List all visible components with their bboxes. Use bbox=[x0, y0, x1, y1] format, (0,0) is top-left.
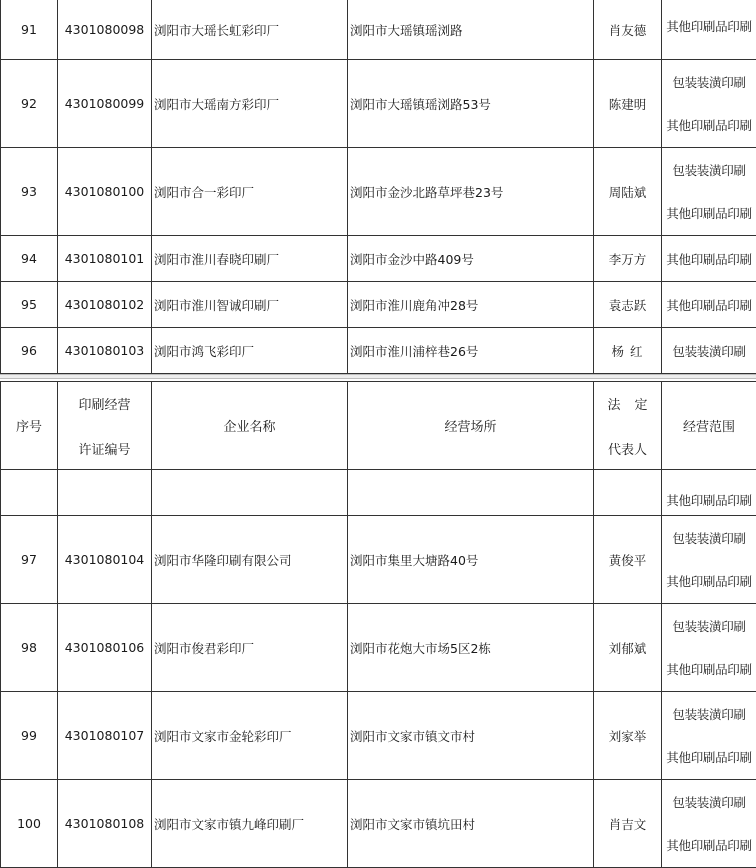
scope-line: 其他印刷品印刷 bbox=[666, 572, 751, 590]
row-number: 96 bbox=[1, 328, 58, 374]
legal-representative: 刘郁斌 bbox=[594, 604, 662, 692]
scope-line: 包装装潢印刷 bbox=[672, 161, 745, 179]
scope-line: 其他印刷品印刷 bbox=[666, 836, 751, 854]
company-name: 浏阳市大瑶长虹彩印厂 bbox=[152, 0, 348, 60]
company-name: 浏阳市大瑶南方彩印厂 bbox=[152, 60, 348, 148]
business-address: 浏阳市文家市镇文市村 bbox=[348, 692, 594, 780]
scope-line: 其他印刷品印刷 bbox=[666, 116, 751, 134]
license-number: 4301080102 bbox=[58, 282, 152, 328]
legal-representative: 刘家举 bbox=[594, 692, 662, 780]
scope-line: 其他印刷品印刷 bbox=[666, 17, 751, 35]
business-scope bbox=[662, 470, 756, 516]
business-scope bbox=[662, 604, 756, 692]
license-number: 4301080108 bbox=[58, 780, 152, 868]
company-name: 浏阳市文家市镇九峰印刷厂 bbox=[152, 780, 348, 868]
header-no: 序号 bbox=[1, 382, 58, 470]
business-scope bbox=[662, 0, 756, 60]
license-number: 4301080103 bbox=[58, 328, 152, 374]
legal-representative: 黄俊平 bbox=[594, 516, 662, 604]
license-number: 4301080100 bbox=[58, 148, 152, 236]
row-number: 92 bbox=[1, 60, 58, 148]
legal-representative: 肖吉文 bbox=[594, 780, 662, 868]
company-name: 浏阳市淮川春晓印刷厂 bbox=[152, 236, 348, 282]
row-number: 99 bbox=[1, 692, 58, 780]
business-scope bbox=[662, 692, 756, 780]
empty-cell bbox=[594, 470, 662, 516]
header-company-name: 企业名称 bbox=[152, 382, 348, 470]
row-number: 98 bbox=[1, 604, 58, 692]
header-address: 经营场所 bbox=[348, 382, 594, 470]
table-row bbox=[1, 236, 756, 282]
license-number: 4301080104 bbox=[58, 516, 152, 604]
empty-cell bbox=[348, 470, 594, 516]
table-row bbox=[1, 282, 756, 328]
header-license-line1: 印刷经营 bbox=[78, 394, 130, 413]
business-address: 浏阳市淮川浦梓巷26号 bbox=[348, 328, 594, 374]
table-row bbox=[1, 604, 756, 692]
scope-line: 其他印刷品印刷 bbox=[666, 491, 751, 509]
scope-line: 其他印刷品印刷 bbox=[666, 748, 751, 766]
legal-representative: 周陆斌 bbox=[594, 148, 662, 236]
company-name: 浏阳市合一彩印厂 bbox=[152, 148, 348, 236]
company-name: 浏阳市淮川智诚印刷厂 bbox=[152, 282, 348, 328]
scope-line: 包装装潢印刷 bbox=[672, 73, 745, 91]
table-row bbox=[1, 516, 756, 604]
business-scope bbox=[662, 780, 756, 868]
row-number: 97 bbox=[1, 516, 58, 604]
header-scope: 经营范围 bbox=[662, 382, 756, 470]
scope-line: 其他印刷品印刷 bbox=[662, 296, 756, 314]
page-break-separator bbox=[0, 374, 756, 379]
permit-table-top bbox=[0, 0, 756, 374]
header-rep-line2: 代表人 bbox=[608, 439, 647, 458]
row-number: 100 bbox=[1, 780, 58, 868]
business-address: 浏阳市淮川鹿角冲28号 bbox=[348, 282, 594, 328]
scope-line: 其他印刷品印刷 bbox=[666, 660, 751, 678]
company-name: 浏阳市文家市金轮彩印厂 bbox=[152, 692, 348, 780]
business-scope bbox=[662, 516, 756, 604]
business-address: 浏阳市金沙北路草坪巷23号 bbox=[348, 148, 594, 236]
scope-line: 其他印刷品印刷 bbox=[666, 204, 751, 222]
license-number: 4301080099 bbox=[58, 60, 152, 148]
table-row bbox=[1, 692, 756, 780]
empty-cell bbox=[58, 470, 152, 516]
legal-representative: 袁志跃 bbox=[594, 282, 662, 328]
business-scope bbox=[662, 236, 756, 282]
rep-name: 杨 红 bbox=[612, 344, 644, 359]
scope-line: 其他印刷品印刷 bbox=[662, 250, 756, 268]
business-scope bbox=[662, 148, 756, 236]
row-number: 94 bbox=[1, 236, 58, 282]
row-number: 95 bbox=[1, 282, 58, 328]
license-number: 4301080107 bbox=[58, 692, 152, 780]
scope-line: 包装装潢印刷 bbox=[662, 342, 756, 360]
business-address: 浏阳市大瑶镇瑶浏路 bbox=[348, 0, 594, 60]
license-number: 4301080098 bbox=[58, 0, 152, 60]
company-name: 浏阳市华隆印刷有限公司 bbox=[152, 516, 348, 604]
business-scope bbox=[662, 282, 756, 328]
header-license bbox=[58, 382, 152, 470]
company-name: 浏阳市俊君彩印厂 bbox=[152, 604, 348, 692]
empty-cell bbox=[152, 470, 348, 516]
scope-line: 包装装潢印刷 bbox=[672, 793, 745, 811]
table-row bbox=[1, 780, 756, 868]
legal-representative: 肖友德 bbox=[594, 0, 662, 60]
business-address: 浏阳市花炮大市场5区2栋 bbox=[348, 604, 594, 692]
scope-line: 包装装潢印刷 bbox=[672, 617, 745, 635]
business-address: 浏阳市金沙中路409号 bbox=[348, 236, 594, 282]
business-address: 浏阳市文家市镇坑田村 bbox=[348, 780, 594, 868]
scope-line: 包装装潢印刷 bbox=[672, 705, 745, 723]
header-license-line2: 许证编号 bbox=[78, 439, 130, 458]
license-number: 4301080101 bbox=[58, 236, 152, 282]
business-address: 浏阳市大瑶镇瑶浏路53号 bbox=[348, 60, 594, 148]
table-header-row bbox=[1, 382, 756, 470]
table-row bbox=[1, 148, 756, 236]
company-name: 浏阳市鸿飞彩印厂 bbox=[152, 328, 348, 374]
header-representative bbox=[594, 382, 662, 470]
business-address: 浏阳市集里大塘路40号 bbox=[348, 516, 594, 604]
empty-cell bbox=[1, 470, 58, 516]
row-number: 93 bbox=[1, 148, 58, 236]
legal-representative bbox=[594, 328, 662, 374]
row-number: 91 bbox=[1, 0, 58, 60]
legal-representative: 陈建明 bbox=[594, 60, 662, 148]
business-scope bbox=[662, 328, 756, 374]
permit-table-bottom bbox=[0, 381, 756, 868]
table-row bbox=[1, 328, 756, 374]
header-rep-line1: 法定 bbox=[607, 394, 661, 413]
table-row bbox=[1, 470, 756, 516]
table-row bbox=[1, 60, 756, 148]
license-number: 4301080106 bbox=[58, 604, 152, 692]
scope-line: 包装装潢印刷 bbox=[672, 529, 745, 547]
legal-representative: 李万方 bbox=[594, 236, 662, 282]
business-scope bbox=[662, 60, 756, 148]
table-row bbox=[1, 0, 756, 60]
